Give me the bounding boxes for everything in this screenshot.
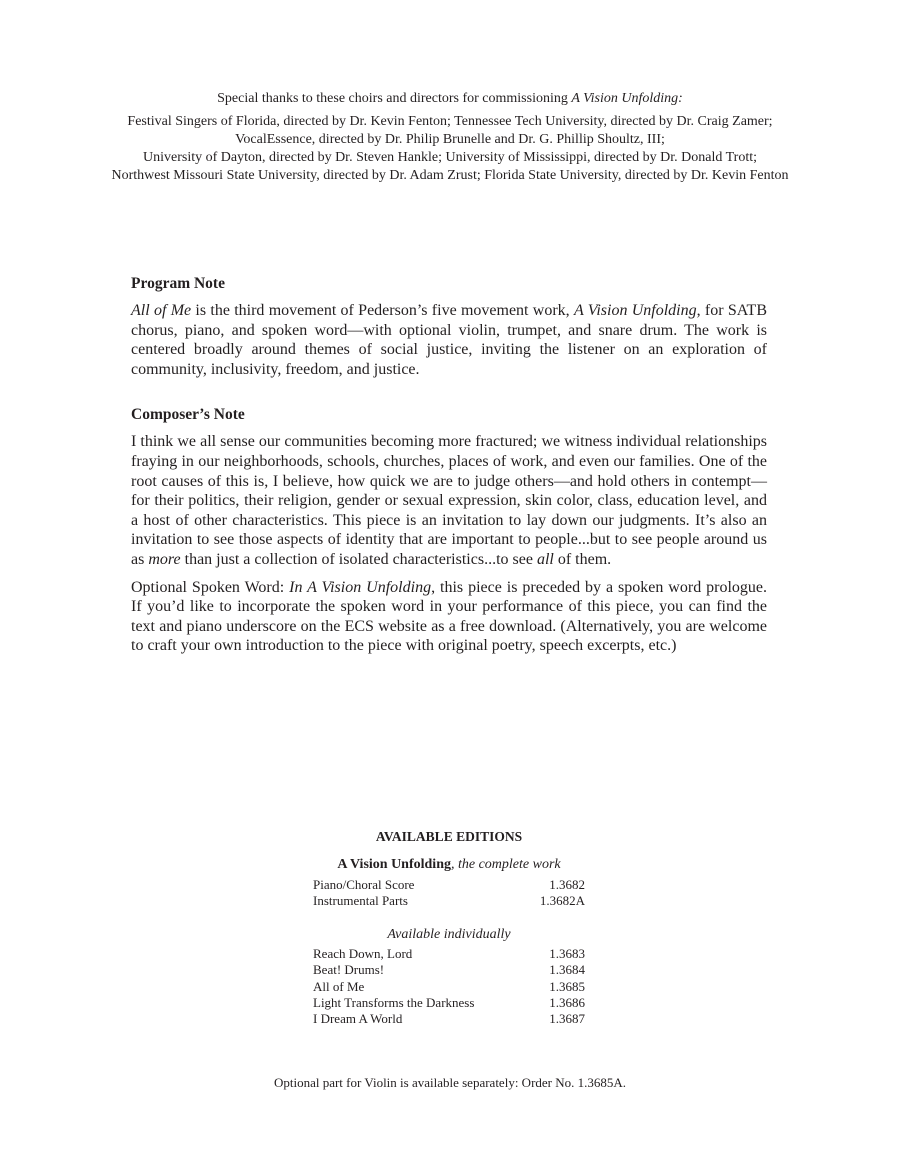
edition-name: Piano/Choral Score xyxy=(313,877,415,892)
composer-note-paragraph xyxy=(131,432,767,569)
available-editions xyxy=(313,828,585,1028)
complete-work-heading xyxy=(313,856,585,874)
edition-number: 1.3687 xyxy=(549,1011,585,1027)
edition-row xyxy=(313,946,585,962)
text: is the third movement of Pederson’s five movement work, xyxy=(191,302,574,319)
edition-name: Reach Down, Lord xyxy=(313,945,413,961)
edition-row xyxy=(313,1011,585,1027)
edition-row xyxy=(313,962,585,978)
edition-name: I Dream A World xyxy=(313,1011,403,1027)
ack-line: University of Dayton, directed by Dr. Steven Hankle; University of Mississippi, directed by Dr. Donald Trott; xyxy=(143,150,757,165)
spoken-word-paragraph xyxy=(131,578,767,656)
emphasis: In A Vision Unfolding xyxy=(289,578,432,596)
ack-line: VocalEssence, directed by Dr. Philip Brunelle and Dr. G. Phillip Shoultz, III; xyxy=(235,132,665,147)
work-title: All of Me xyxy=(131,302,192,319)
edition-row xyxy=(313,893,585,909)
edition-number: 1.3685 xyxy=(549,978,585,994)
editions-heading: AVAILABLE EDITIONS xyxy=(375,829,523,844)
edition-number: 1.3682A xyxy=(539,893,585,909)
ack-line: Northwest Missouri State University, directed by Dr. Adam Zrust; Florida State University, directed by Dr. Kevin Fenton xyxy=(111,168,789,183)
text: of them. xyxy=(553,550,612,568)
edition-row xyxy=(313,877,585,893)
intro-work-title: A Vision Unfolding: xyxy=(571,91,683,106)
work-subtitle: , the complete work xyxy=(450,857,561,872)
program-note-text xyxy=(131,301,767,379)
text: I think we all sense our communities becoming more fractured; we witness individual relationships fraying in our neighborhoods, schools, churches, places of work, and even our families. One of the root causes of this is, I believe, how quick we are to judge others—and hold others in contempt—for their politics, their religion, gender or sexual expression, skin color, class, education level, and a host of other characteristics. This piece is an invitation to lay down our judgments. It’s also an invitation to see those aspects of identity that are important to people...but to see people around us as xyxy=(131,433,767,568)
edition-name: All of Me xyxy=(313,978,365,994)
edition-name: Light Transforms the Darkness xyxy=(313,995,475,1011)
composer-note-heading: Composer’s Note xyxy=(131,406,245,424)
ack-line: Festival Singers of Florida, directed by Dr. Kevin Fenton; Tennessee Tech University, directed by Dr. Craig Zamer; xyxy=(127,114,773,129)
edition-name: Beat! Drums! xyxy=(313,962,385,978)
work-title: A Vision Unfolding xyxy=(573,302,697,319)
notes-section xyxy=(131,274,767,656)
text: than just a collection of isolated characteristics...to see xyxy=(180,550,537,568)
edition-row xyxy=(313,995,585,1011)
individual-heading: Available individually xyxy=(387,926,511,942)
acknowledgements xyxy=(0,90,900,185)
edition-number: 1.3683 xyxy=(549,945,585,961)
edition-number: 1.3686 xyxy=(549,995,585,1011)
text: Optional Spoken Word: xyxy=(131,578,290,596)
work-title: A Vision Unfolding xyxy=(337,857,451,872)
emphasis: more xyxy=(148,550,181,568)
edition-row xyxy=(313,979,585,995)
edition-name: Instrumental Parts xyxy=(313,893,408,909)
text: , for SATB chorus, piano, and spoken word—with optional violin, trumpet, and snare drum. The work is centered broadly around themes of social justice, inviting the listener on an exploration of community, inclusivity, freedom, and justice. xyxy=(131,302,768,378)
emphasis: all xyxy=(536,550,554,568)
acknowledgements-intro xyxy=(0,90,900,108)
violin-part-note: Optional part for Violin is available separately: Order No. 1.3685A. xyxy=(273,1075,627,1090)
intro-text: Special thanks to these choirs and directors for commissioning xyxy=(217,91,572,106)
edition-number: 1.3682 xyxy=(549,877,585,892)
edition-number: 1.3684 xyxy=(549,962,585,978)
text: , this piece is preceded by a spoken word prologue. If you’d like to incorporate the spoken word in your performance of this piece, you can find the text and piano underscore on the ECS website as a free download. (Alternatively, you are welcome to craft your own introduction to the piece with original poetry, speech excerpts, etc.) xyxy=(131,578,768,655)
program-note-heading: Program Note xyxy=(131,275,225,292)
